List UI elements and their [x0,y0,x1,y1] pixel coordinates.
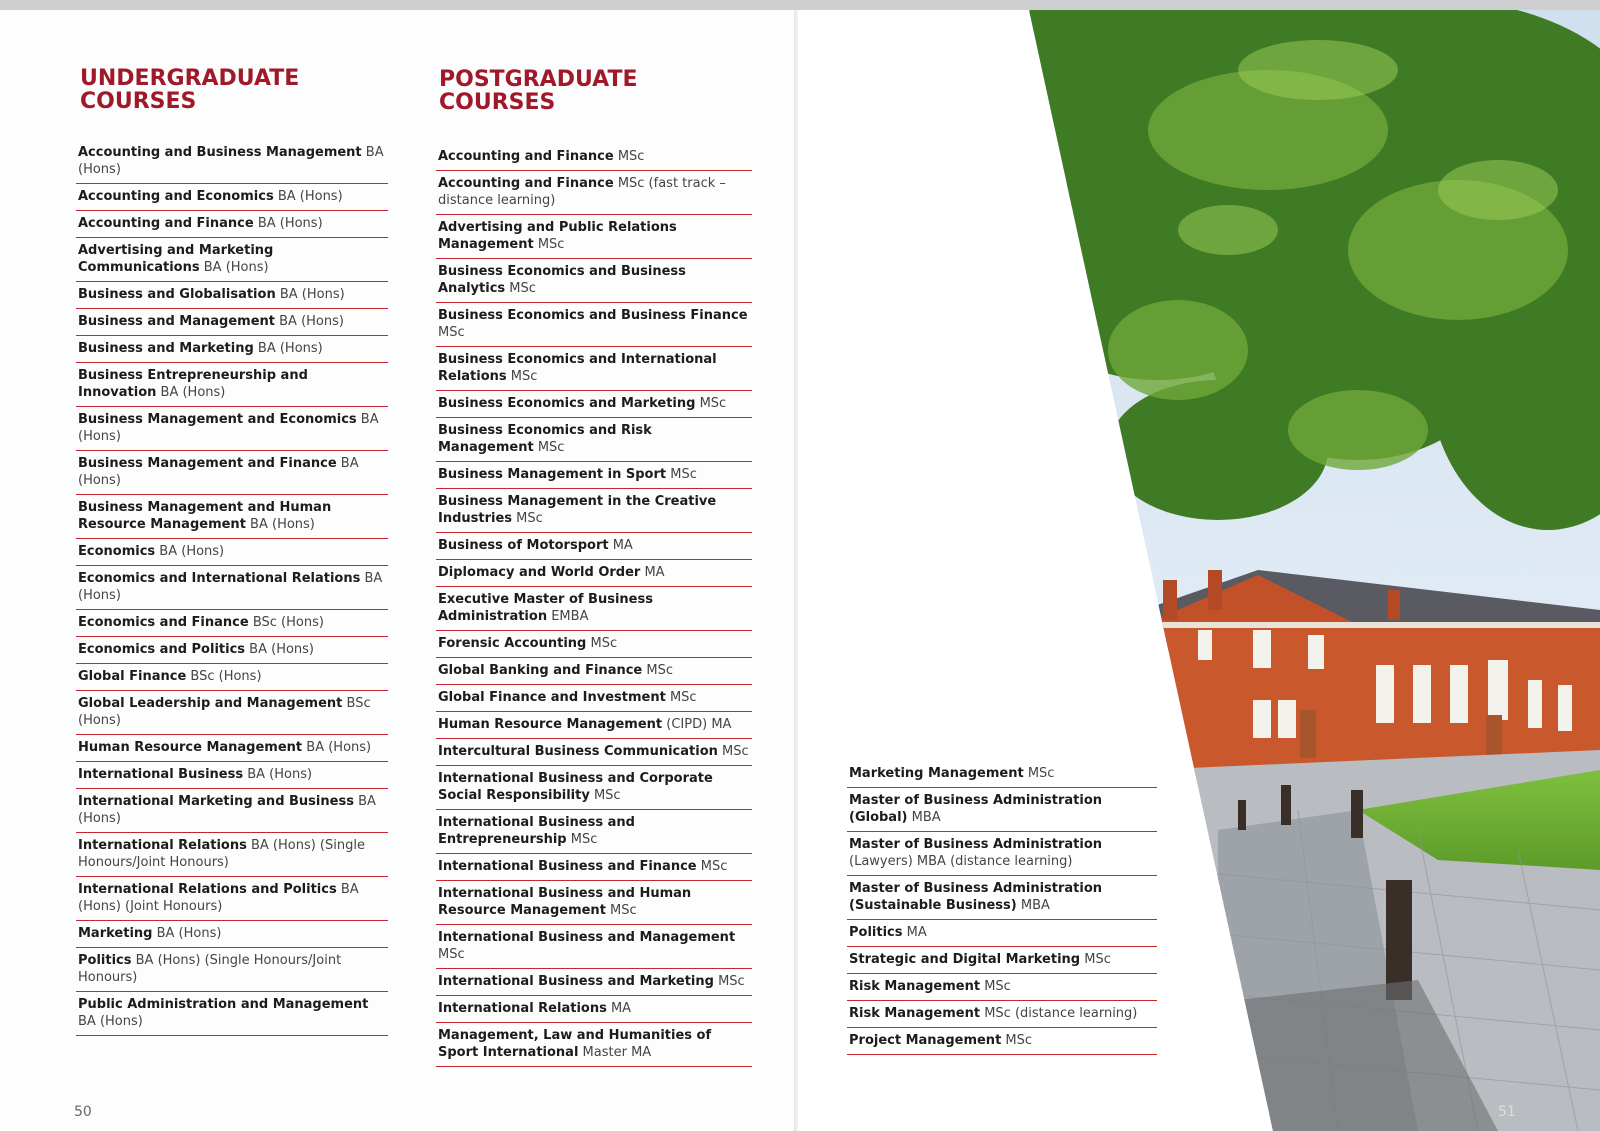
postgraduate-course-item [847,1028,1157,1055]
course-qualification: MSc [669,690,697,705]
postgraduate-course-item [436,881,752,925]
undergraduate-course-item [76,336,388,363]
course-name: Business Economics and Business Finance [438,308,748,323]
course-name: Marketing [78,926,153,941]
undergraduate-course-item [76,833,388,877]
postgraduate-course-item [436,854,752,881]
course-qualification: BA (Hons) [257,341,323,356]
course-name: Business Entrepreneurship and Innovation [78,368,308,400]
course-name: Business and Management [78,314,275,329]
course-name: Business Economics and International Relations [438,352,717,384]
postgraduate-course-item [436,766,752,810]
postgraduate-course-item [436,739,752,766]
undergraduate-course-item [76,948,388,992]
undergraduate-course-item [76,184,388,211]
postgraduate-course-item [436,925,752,969]
postgraduate-course-list [436,144,752,1067]
undergraduate-heading-line1: UNDERGRADUATE [80,66,300,91]
course-qualification: MSc [699,396,727,411]
undergraduate-course-item [76,282,388,309]
postgraduate-course-item [847,1001,1157,1028]
course-name: Management, Law and Humanities of Sport International [438,1028,712,1060]
postgraduate-course-item [436,303,752,347]
course-name: Human Resource Management [438,717,663,732]
undergraduate-course-item [76,451,388,495]
course-name: International Relations [78,838,247,853]
course-name: Accounting and Finance [78,216,254,231]
course-name: Global Banking and Finance [438,663,643,678]
postgraduate-course-item [436,259,752,303]
course-name: International Business and Management [438,930,736,945]
postgraduate-course-item [436,996,752,1023]
undergraduate-course-item [76,921,388,948]
postgraduate-course-item [436,489,752,533]
course-qualification: MSc [509,281,536,296]
course-qualification: BA (Hons) [249,642,315,657]
course-qualification: BSc (Hons) [78,696,371,728]
page-number-right: 51 [1498,1104,1516,1120]
postgraduate-course-item [436,1023,752,1067]
postgraduate-course-item [436,658,752,685]
course-qualification: MSc [1027,766,1055,781]
course-qualification: MSc [570,832,598,847]
postgraduate-course-item [436,391,752,418]
undergraduate-course-item [76,407,388,451]
course-name: Politics [849,925,903,940]
undergraduate-course-item [76,691,388,735]
course-name: Business Economics and Risk Management [438,423,652,455]
course-name: Business Management in the Creative Industries [438,494,717,526]
course-qualification: BA (Hons) [247,767,313,782]
course-name: Accounting and Business Management [78,145,362,160]
postgraduate-course-item [436,587,752,631]
course-qualification: BA (Hons) [78,145,384,177]
undergraduate-heading-line2: COURSES [80,89,197,114]
postgraduate-course-item [436,171,752,215]
postgraduate-course-item [847,876,1157,920]
undergraduate-course-item [76,238,388,282]
course-name: Advertising and Marketing Communications [78,243,274,275]
course-qualification: MSc [722,744,749,759]
postgraduate-course-item [436,969,752,996]
left-page [0,10,796,1131]
course-qualification: (Lawyers) MBA (distance learning) [849,854,1073,869]
course-name: Global Finance and Investment [438,690,666,705]
postgraduate-course-item [436,712,752,739]
course-qualification: MSc [1084,952,1111,967]
course-name: Project Management [849,1033,1002,1048]
course-qualification: MSc [646,663,674,678]
course-name: Business Economics and Marketing [438,396,696,411]
course-qualification: MSc [700,859,728,874]
undergraduate-course-item [76,789,388,833]
postgraduate-course-item [847,832,1157,876]
course-qualification: MSc [510,369,538,384]
course-qualification: MSc [593,788,621,803]
course-qualification: Master MA [582,1045,652,1060]
course-qualification: MSc [537,440,565,455]
undergraduate-course-item [76,762,388,789]
course-name: Global Finance [78,669,187,684]
undergraduate-course-item [76,140,388,184]
course-name: Business Management and Economics [78,412,357,427]
postgraduate-heading-line2: COURSES [439,90,556,115]
postgraduate-course-item [436,685,752,712]
course-name: Business Management and Finance [78,456,337,471]
undergraduate-course-item [76,877,388,921]
course-name: Public Administration and Management [78,997,369,1012]
course-qualification: BA (Hons) (Joint Honours) [78,882,359,914]
course-name: Diplomacy and World Order [438,565,641,580]
postgraduate-course-item [436,215,752,259]
undergraduate-heading [80,67,299,113]
course-qualification: BA (Hons) [306,740,372,755]
course-qualification: MBA [1020,898,1050,913]
course-name: International Business and Human Resource Management [438,886,692,918]
postgraduate-course-item [436,533,752,560]
course-name: Business Management in Sport [438,467,667,482]
course-qualification: MSc [610,903,637,918]
page-number-left: 50 [74,1104,92,1120]
course-qualification: BA (Hons) [159,544,225,559]
course-qualification: BA (Hons) [250,517,315,532]
undergraduate-course-item [76,495,388,539]
course-name: Business and Marketing [78,341,254,356]
course-qualification: MSc [617,149,645,164]
course-qualification: BA (Hons) [160,385,226,400]
course-name: Business Management and Human Resource Management [78,500,332,532]
undergraduate-course-item [76,610,388,637]
course-name: Risk Management [849,979,981,994]
course-name: Master of Business Administration (Sustainable Business) [849,881,1103,913]
undergraduate-course-item [76,664,388,691]
course-qualification: BA (Hons) [277,189,343,204]
course-qualification: MSc [670,467,697,482]
brochure-spread [0,10,1600,1131]
course-qualification: MBA [911,810,941,825]
postgraduate-course-item [847,974,1157,1001]
course-name: International Relations [438,1001,607,1016]
course-name: Strategic and Digital Marketing [849,952,1081,967]
course-name: Global Leadership and Management [78,696,343,711]
postgraduate-course-item [847,761,1157,788]
course-name: Master of Business Administration (Global) [849,793,1103,825]
course-qualification: EMBA [551,609,589,624]
course-name: Forensic Accounting [438,636,587,651]
course-qualification: (CIPD) MA [666,717,732,732]
course-qualification: MSc [438,947,465,962]
undergraduate-course-item [76,992,388,1036]
course-qualification: BSc (Hons) [190,669,262,684]
course-name: Business and Globalisation [78,287,276,302]
postgraduate-course-item [436,144,752,171]
undergraduate-course-item [76,363,388,407]
postgraduate-heading [439,68,638,114]
course-name: Executive Master of Business Administration [438,592,653,624]
postgraduate-course-item [436,418,752,462]
course-name: Master of Business Administration [849,837,1103,852]
postgraduate-heading-line1: POSTGRADUATE [439,67,638,92]
course-qualification: MA [906,925,927,940]
course-name: International Business and Finance [438,859,697,874]
course-qualification: MSc (fast track – distance learning) [438,176,726,208]
postgraduate-course-item [847,788,1157,832]
course-qualification: BA (Hons) [78,794,376,826]
course-name: Business of Motorsport [438,538,609,553]
course-qualification: MSc [1005,1033,1033,1048]
undergraduate-course-item [76,309,388,336]
course-qualification: BA (Hons) [203,260,269,275]
course-name: Accounting and Finance [438,176,614,191]
course-name: International Business and Entrepreneurship [438,815,635,847]
course-qualification: MSc [438,325,465,340]
course-qualification: MSc [590,636,618,651]
course-name: Politics [78,953,132,968]
course-name: Business Economics and Business Analytics [438,264,686,296]
course-name: Economics and International Relations [78,571,361,586]
course-name: Economics [78,544,156,559]
postgraduate-course-item [436,810,752,854]
course-qualification: BA (Hons) [78,456,359,488]
course-qualification: BA (Hons) [78,412,379,444]
postgraduate-course-item [436,560,752,587]
postgraduate-course-item [436,631,752,658]
course-qualification: BA (Hons) [279,287,345,302]
course-qualification: BA (Hons) (Single Honours/Joint Honours) [78,953,342,985]
course-name: Economics and Politics [78,642,246,657]
course-qualification: MA [644,565,665,580]
course-qualification: MA [612,538,633,553]
course-qualification: BSc (Hons) [252,615,324,630]
postgraduate-course-item [847,947,1157,974]
course-name: Accounting and Finance [438,149,614,164]
undergraduate-course-item [76,637,388,664]
course-qualification: BA (Hons) [78,571,383,603]
right-page [798,10,1600,1131]
course-qualification: MSc [516,511,543,526]
course-qualification: MSc [718,974,745,989]
postgraduate-course-item [436,347,752,391]
postgraduate-course-item [847,920,1157,947]
course-qualification: BA (Hons) [156,926,222,941]
undergraduate-course-item [76,566,388,610]
course-name: Economics and Finance [78,615,249,630]
undergraduate-course-item [76,211,388,238]
course-name: Accounting and Economics [78,189,274,204]
course-name: International Business and Corporate Social Responsibility [438,771,713,803]
undergraduate-course-list [76,140,388,1036]
course-name: Risk Management [849,1006,981,1021]
course-name: Advertising and Public Relations Management [438,220,677,252]
course-name: Marketing Management [849,766,1024,781]
undergraduate-course-item [76,735,388,762]
course-qualification: MSc [984,979,1011,994]
undergraduate-course-item [76,539,388,566]
course-qualification: BA (Hons) [257,216,323,231]
course-qualification: MA [610,1001,632,1016]
course-qualification: MSc (distance learning) [984,1006,1138,1021]
course-qualification: BA (Hons) (Single Honours/Joint Honours) [78,838,365,870]
course-qualification: BA (Hons) [279,314,344,329]
postgraduate-course-list-continued [847,761,1157,1055]
course-name: Human Resource Management [78,740,303,755]
course-name: International Relations and Politics [78,882,337,897]
postgraduate-course-item [436,462,752,489]
course-name: International Business [78,767,244,782]
course-name: International Marketing and Business [78,794,354,809]
course-qualification: BA (Hons) [78,1014,143,1029]
course-name: Intercultural Business Communication [438,744,718,759]
course-qualification: MSc [537,237,565,252]
course-name: International Business and Marketing [438,974,714,989]
